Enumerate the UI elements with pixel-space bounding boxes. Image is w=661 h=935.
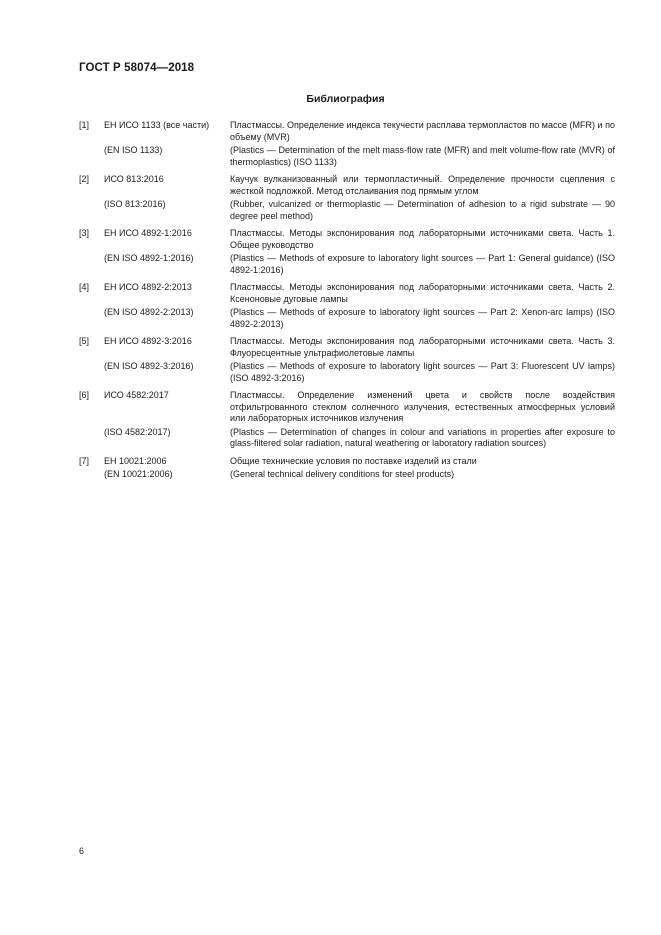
entry-number: [1] [79, 120, 90, 130]
standard-code: (EN 10021:2006) [104, 469, 173, 479]
standard-title: (Plastics — Methods of exposure to laboratory light sources — Part 3: Fluorescent UV lamps) (ISO 4892-3:2016) [230, 361, 615, 383]
entry-row [79, 174, 615, 197]
standard-title: Общие технические условия по поставке изделий из стали [230, 455, 477, 466]
standard-code: (EN ISO 4892-2:2013) [104, 307, 194, 317]
standard-title: (Rubber, vulcanized or thermoplastic — Determination of adhesion to a rigid substrate — 90 degree peel method) [230, 199, 615, 221]
standard-code: ЕН ИСО 1133 (все части) [104, 120, 210, 130]
standard-code: (ISO 4582:2017) [104, 426, 171, 437]
entry-number: [7] [79, 455, 90, 466]
bibliography-entry-7 [79, 456, 615, 481]
bibliography-entry-3 [79, 228, 615, 276]
entry-row [79, 145, 615, 168]
standard-code: ЕН ИСО 4892-2:2013 [104, 282, 192, 292]
entry-row [79, 120, 615, 143]
standard-code: (EN ISO 4892-3:2016) [104, 361, 194, 371]
standard-title: (Plastics — Methods of exposure to laboratory light sources — Part 2: Xenon-arc lamps) (ISO 4892-2:2013) [230, 307, 615, 329]
bibliography-entry-1 [79, 120, 615, 168]
standard-code: ЕН ИСО 4892-1:2016 [104, 228, 192, 238]
entry-row [79, 427, 615, 450]
entry-row [79, 228, 615, 251]
standard-code: (EN ISO 1133) [104, 145, 163, 155]
bibliography-title: Библиография [306, 93, 385, 105]
standard-code: ЕН ИСО 4892-3:2016 [104, 336, 192, 346]
standard-title: Пластмассы. Методы экспонирования под лабораторными источниками света. Часть 2. Ксеноновые дуговые лампы [230, 282, 615, 304]
entry-row [79, 199, 615, 222]
standard-code: ЕН 10021:2006 [104, 455, 167, 466]
standard-title: (General technical delivery conditions for steel products) [230, 469, 455, 479]
standard-title: Каучук вулканизованный или термопластичный. Определение прочности сцепления с жесткой подложкой. Метод отслаивания под прямым углом [230, 174, 615, 196]
bibliography-list [79, 120, 615, 487]
standard-title: Пластмассы. Методы экспонирования под лабораторными источниками света. Часть 1. Общее руководство [230, 228, 615, 250]
page-number: 6 [79, 846, 85, 856]
standard-title: Пластмассы. Определение индекса текучести расплава термопластов по массе (MFR) и по объему (MVR) [230, 120, 615, 142]
entry-row [79, 307, 615, 330]
standard-code: ИСО 813:2016 [104, 174, 164, 184]
document-code: ГОСТ Р 58074—2018 [79, 62, 195, 74]
standard-title: (Plastics — Methods of exposure to laboratory light sources — Part 1: General guidance) (ISO 4892-1:2016) [230, 253, 615, 275]
standard-code: (EN ISO 4892-1:2016) [104, 253, 194, 263]
entry-number: [3] [79, 228, 90, 238]
entry-number: [2] [79, 174, 90, 184]
entry-row [79, 282, 615, 305]
entry-number: [6] [79, 390, 90, 400]
entry-row [79, 456, 615, 468]
entry-row [79, 361, 615, 384]
entry-row [79, 253, 615, 276]
bibliography-entry-2 [79, 174, 615, 222]
standard-title: Пластмассы. Методы экспонирования под лабораторными источниками света. Часть 3. Флуоресцентные ультрафиолетовые лампы [230, 336, 615, 358]
entry-row [79, 469, 615, 481]
standard-code: (ISO 813:2016) [104, 199, 166, 209]
bibliography-entry-5 [79, 336, 615, 384]
entry-number: [5] [79, 336, 90, 346]
standard-title: (Plastics — Determination of changes in colour and variations in properties after exposure to glass-filtered solar radiation, natural weathering or laboratory radiation sources) [230, 426, 615, 448]
standard-code: ИСО 4582:2017 [104, 390, 169, 400]
entry-row [79, 390, 615, 425]
entry-number: [4] [79, 282, 90, 292]
standard-title: (Plastics — Determination of the melt mass-flow rate (MFR) and melt volume-flow rate (MVR) of thermoplastics) (ISO 1133) [230, 145, 615, 167]
standard-title: Пластмассы. Определение изменений цвета и свойств после воздействия отфильтрованного стеклом солнечного излучения, естественных атмосферных условий или лабораторных источников излучения [230, 390, 615, 423]
bibliography-entry-6 [79, 390, 615, 450]
entry-row [79, 336, 615, 359]
bibliography-entry-4 [79, 282, 615, 330]
